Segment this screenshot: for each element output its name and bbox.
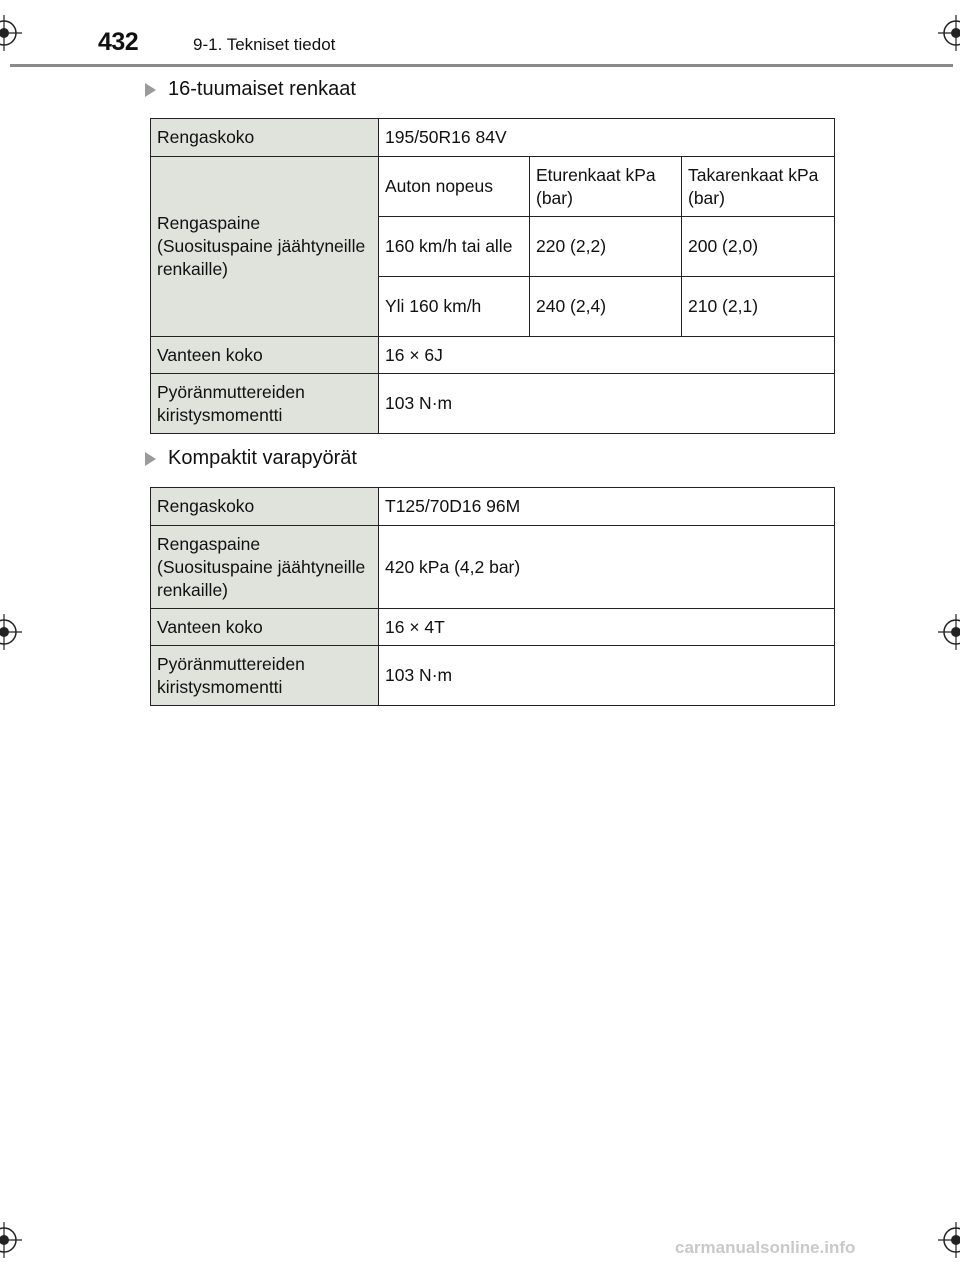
triangle-bullet-icon [145, 83, 156, 97]
page-header [0, 0, 960, 70]
wheel-size-label: Vanteen koko [151, 609, 379, 646]
registration-mark-icon [938, 614, 960, 650]
registration-mark-icon [0, 614, 22, 650]
table-row [151, 157, 835, 217]
subheading-text: 16-tuumaiset renkaat [168, 78, 356, 100]
subheading-compact-spare [145, 447, 357, 470]
table-row [151, 337, 835, 374]
torque-value: 103 N·m [379, 646, 835, 706]
wheel-size-value: 16 × 4T [379, 609, 835, 646]
subheading-16-inch-tires [145, 78, 356, 101]
table-row [151, 119, 835, 157]
table-row [151, 526, 835, 609]
wheel-size-label: Vanteen koko [151, 337, 379, 374]
header-divider [10, 64, 953, 67]
torque-value: 103 N·m [379, 374, 835, 434]
table-row [151, 374, 835, 434]
page-number: 432 [98, 28, 139, 56]
torque-label: Pyöränmuttereiden kiristysmomentti [151, 646, 379, 706]
watermark: carmanualsonline.info [675, 1238, 856, 1257]
section-title: 9-1. Tekniset tiedot [193, 35, 336, 54]
speed-cell: Yli 160 km/h [379, 277, 530, 337]
tire-size-label: Rengaskoko [151, 119, 379, 157]
table-row [151, 488, 835, 526]
front-pressure-cell: 240 (2,4) [530, 277, 682, 337]
tire-spec-table [150, 118, 835, 434]
table-row [151, 646, 835, 706]
column-header-front: Eturenkaat kPa (bar) [530, 157, 682, 217]
column-header-speed: Auton nopeus [379, 157, 530, 217]
table-row [151, 609, 835, 646]
pressure-label: Rengaspaine (Suosituspaine jäähtyneille renkaille) [151, 157, 379, 337]
speed-cell: 160 km/h tai alle [379, 217, 530, 277]
tire-size-label: Rengaskoko [151, 488, 379, 526]
pressure-value: 420 kPa (4,2 bar) [379, 526, 835, 609]
subheading-text: Kompaktit varapyörät [168, 447, 357, 469]
tire-size-value: T125/70D16 96M [379, 488, 835, 526]
column-header-rear: Takarenkaat kPa (bar) [682, 157, 835, 217]
torque-label: Pyöränmuttereiden kiristysmomentti [151, 374, 379, 434]
triangle-bullet-icon [145, 452, 156, 466]
rear-pressure-cell: 210 (2,1) [682, 277, 835, 337]
pressure-label: Rengaspaine (Suosituspaine jäähtyneille renkaille) [151, 526, 379, 609]
front-pressure-cell: 220 (2,2) [530, 217, 682, 277]
registration-mark-icon [938, 1222, 960, 1258]
spare-tire-spec-table [150, 487, 835, 706]
wheel-size-value: 16 × 6J [379, 337, 835, 374]
registration-mark-icon [0, 1222, 22, 1258]
rear-pressure-cell: 200 (2,0) [682, 217, 835, 277]
tire-size-value: 195/50R16 84V [379, 119, 835, 157]
